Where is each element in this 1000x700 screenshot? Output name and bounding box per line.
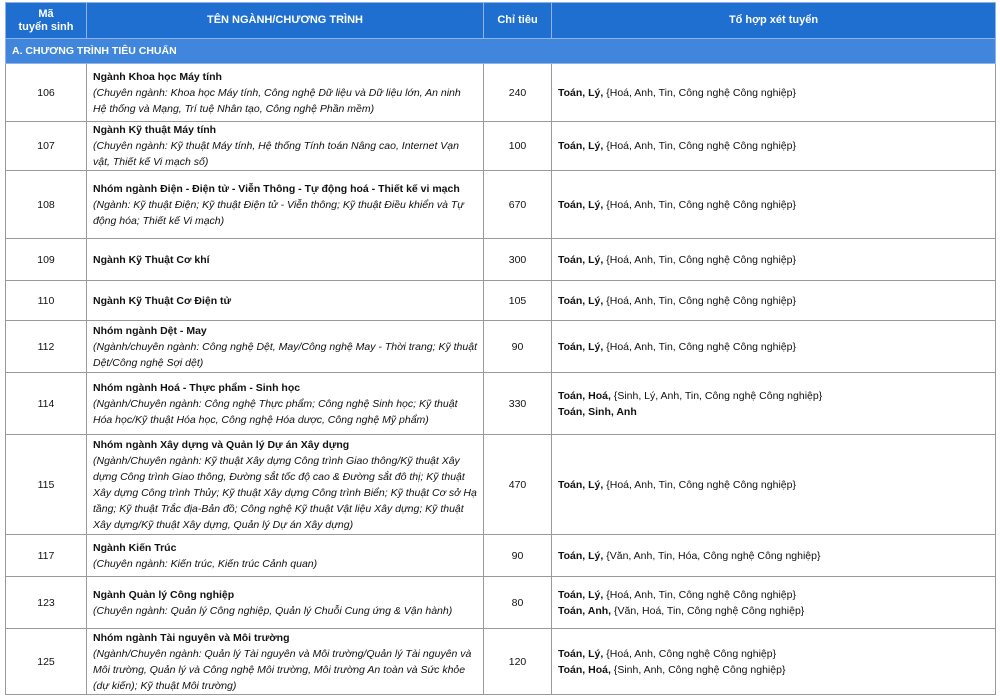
combo-core: Toán, Lý,: [558, 140, 604, 152]
program-name-cell: [87, 171, 484, 239]
program-code: 117: [6, 535, 87, 577]
program-title: Nhóm ngành Hoá - Thực phẩm - Sinh học: [93, 381, 301, 394]
combo-core: Toán, Lý,: [558, 86, 604, 99]
program-quota: 105: [484, 281, 552, 321]
program-quota: 670: [484, 171, 552, 239]
combo-line: [558, 388, 989, 404]
combo-line: [558, 548, 989, 564]
combo-core: Toán, Lý,: [558, 588, 604, 601]
header-combo: Tổ hợp xét tuyển: [552, 3, 996, 39]
program-detail: (Ngành/Chuyên ngành: Kỹ thuật Xây dựng Công trình Giao thông/Kỹ thuật Xây dựng Công trình Giao thông, Đường sắt tốc độ cao & Đường sắt đô thị; Kỹ thuật Xây dựng Công trình Thủy; Kỹ thuật Xây dựng Công trình Biển; Kỹ thuật Cơ sở Hạ tầng; Kỹ thuật Trắc địa-Bản đồ; Công nghệ Kỹ thuật Vật liệu Xây dựng; Kỹ thuật Xây dựng/Kỹ thuật Xây dựng, Quản lý Dự án Xây dựng): [93, 454, 477, 531]
combo-line: [558, 646, 989, 662]
combo-options: {Văn, Hoá, Tin, Công nghệ Công nghiệp}: [611, 604, 805, 617]
subject-combinations: [552, 171, 996, 239]
program-detail: (Ngành/Chuyên ngành: Quản lý Tài nguyên và Môi trường/Quản lý Tài nguyên và Môi trường, Quản lý và Công nghệ Môi trường, Môi trường An toàn và Sức khỏe (dự kiến); Kỹ thuật Môi trường): [93, 647, 472, 692]
combo-line: [558, 339, 989, 355]
program-quota: 80: [484, 577, 552, 629]
combo-line: [558, 603, 989, 619]
program-name-cell: [87, 239, 484, 281]
combo-core: Toán, Lý,: [558, 294, 604, 307]
program-code: 106: [6, 64, 87, 122]
program-title: Ngành Kỹ Thuật Cơ khí: [93, 253, 210, 266]
program-name-cell: [87, 629, 484, 695]
combo-core: Toán, Lý,: [558, 198, 604, 211]
combo-options: {Hoá, Anh, Tin, Công nghệ Công nghiệp}: [603, 340, 796, 353]
program-code: 123: [6, 577, 87, 629]
subject-combinations: [552, 577, 996, 629]
section-row: [6, 39, 996, 64]
combo-line: [558, 138, 989, 154]
program-name-cell: [87, 122, 484, 171]
program-quota: 330: [484, 373, 552, 435]
program-title: Ngành Quản lý Công nghiệp: [93, 588, 235, 601]
combo-core: Toán, Lý,: [558, 478, 604, 491]
subject-combinations: [552, 281, 996, 321]
combo-options: {Hoá, Anh, Tin, Công nghệ Công nghiệp}: [603, 198, 796, 211]
subject-combinations: [552, 239, 996, 281]
program-quota: 240: [484, 64, 552, 122]
table-row: [6, 239, 996, 281]
combo-line: [558, 404, 989, 420]
subject-combinations: [552, 629, 996, 695]
table-row: [6, 281, 996, 321]
program-detail: (Chuyên ngành: Kỹ thuật Máy tính, Hệ thống Tính toán Nâng cao, Internet Vạn vật, Thiết kế Vi mạch số): [93, 140, 459, 168]
program-detail: (Chuyên ngành: Khoa học Máy tính, Công nghệ Dữ liệu và Dữ liệu lớn, An ninh Hệ thống và Mạng, Trí tuệ Nhân tạo, Công nghệ Phần mềm): [93, 86, 461, 115]
subject-combinations: [552, 122, 996, 171]
subject-combinations: [552, 373, 996, 435]
combo-line: [558, 477, 989, 493]
header-code: Mã tuyển sinh: [6, 3, 87, 39]
combo-core: Toán, Lý,: [558, 549, 604, 562]
combo-line: [558, 587, 989, 603]
subject-combinations: [552, 435, 996, 535]
table-row: [6, 535, 996, 577]
admissions-table: [5, 2, 996, 695]
combo-options: {Hoá, Anh, Tin, Công nghệ Công nghiệp}: [603, 253, 796, 266]
header-name: TÊN NGÀNH/CHƯƠNG TRÌNH: [87, 3, 484, 39]
combo-core: Toán, Lý,: [558, 647, 604, 660]
combo-options: {Sinh, Anh, Công nghệ Công nghiệp}: [610, 663, 786, 676]
program-code: 110: [6, 281, 87, 321]
combo-line: [558, 85, 989, 101]
program-code: 114: [6, 373, 87, 435]
program-code: 115: [6, 435, 87, 535]
program-title: Nhóm ngành Tài nguyên và Môi trường: [93, 631, 290, 644]
combo-options: {Hoá, Anh, Công nghệ Công nghiệp}: [603, 647, 777, 660]
program-code: 107: [6, 122, 87, 171]
table-row: [6, 577, 996, 629]
program-name-cell: [87, 435, 484, 535]
program-title: Nhóm ngành Dệt - May: [93, 324, 207, 337]
combo-options: {Hoá, Anh, Tin, Công nghệ Công nghiệp}: [603, 478, 796, 491]
program-detail: (Chuyên ngành: Kiến trúc, Kiến trúc Cảnh quan): [93, 557, 318, 570]
program-name-cell: [87, 535, 484, 577]
table-row: [6, 629, 996, 695]
section-title: A. CHƯƠNG TRÌNH TIÊU CHUẨN: [6, 39, 996, 64]
program-quota: 470: [484, 435, 552, 535]
combo-core: Toán, Anh,: [558, 604, 612, 617]
combo-line: [558, 662, 989, 678]
table-row: [6, 435, 996, 535]
header-quota: Chỉ tiêu: [484, 3, 552, 39]
table-row: [6, 64, 996, 122]
program-name-cell: [87, 577, 484, 629]
table-row: [6, 171, 996, 239]
program-code: 125: [6, 629, 87, 695]
program-title: Ngành Kỹ thuật Máy tính: [93, 124, 217, 136]
program-name-cell: [87, 321, 484, 373]
program-code: 112: [6, 321, 87, 373]
combo-line: [558, 252, 989, 268]
table-row: [6, 373, 996, 435]
combo-options: {Hoá, Anh, Tin, Công nghệ Công nghiệp}: [603, 294, 796, 307]
combo-options: {Hoá, Anh, Tin, Công nghệ Công nghiệp}: [603, 588, 796, 601]
program-name-cell: [87, 373, 484, 435]
table-row: [6, 321, 996, 373]
program-quota: 300: [484, 239, 552, 281]
program-title: Ngành Kỹ Thuật Cơ Điện tử: [93, 294, 232, 307]
combo-core: Toán, Lý,: [558, 340, 604, 353]
program-detail: (Ngành/chuyên ngành: Công nghệ Dệt, May/Công nghệ May - Thời trang; Kỹ thuật Dệt/Công nghệ Sợi dệt): [93, 340, 477, 369]
combo-options: {Sinh, Lý, Anh, Tin, Công nghệ Công nghiệp}: [610, 389, 823, 402]
program-name-cell: [87, 281, 484, 321]
combo-options: {Văn, Anh, Tin, Hóa, Công nghệ Công nghiệp}: [603, 549, 821, 562]
combo-core: Toán, Lý,: [558, 253, 604, 266]
program-quota: 90: [484, 535, 552, 577]
program-quota: 90: [484, 321, 552, 373]
program-detail: (Chuyên ngành: Quản lý Công nghiệp, Quản lý Chuỗi Cung ứng & Vận hành): [93, 604, 453, 617]
program-detail: (Ngành/Chuyên ngành: Công nghệ Thực phẩm; Công nghệ Sinh học; Kỹ thuật Hóa học/Kỹ thuật Hóa học, Công nghệ Hóa dược, Công nghệ Mỹ phẩm): [93, 397, 458, 426]
program-title: Nhóm ngành Xây dựng và Quản lý Dự án Xây dựng: [93, 438, 350, 451]
program-quota: 100: [484, 122, 552, 171]
combo-options: {Hoá, Anh, Tin, Công nghệ Công nghiệp}: [603, 86, 796, 99]
combo-line: [558, 197, 989, 213]
program-title: Nhóm ngành Điện - Điện tử - Viễn Thông - Tự động hoá - Thiết kế vi mạch: [93, 182, 460, 195]
header-row: [6, 3, 996, 39]
subject-combinations: [552, 535, 996, 577]
program-detail: (Ngành: Kỹ thuật Điện; Kỹ thuật Điện tử - Viễn thông; Kỹ thuật Điều khiển và Tự động hóa; Thiết kế Vi mạch): [93, 198, 464, 227]
combo-core: Toán, Sinh, Anh: [558, 405, 637, 418]
program-title: Ngành Kiến Trúc: [93, 541, 177, 554]
combo-core: Toán, Hoá,: [558, 663, 611, 676]
program-code: 108: [6, 171, 87, 239]
combo-core: Toán, Hoá,: [558, 389, 611, 402]
program-name-cell: [87, 64, 484, 122]
table-row: [6, 122, 996, 171]
subject-combinations: [552, 64, 996, 122]
program-code: 109: [6, 239, 87, 281]
combo-line: [558, 293, 989, 309]
program-title: Ngành Khoa học Máy tính: [93, 70, 222, 83]
subject-combinations: [552, 321, 996, 373]
program-quota: 120: [484, 629, 552, 695]
combo-options: {Hoá, Anh, Tin, Công nghệ Công nghiệp}: [603, 140, 796, 152]
